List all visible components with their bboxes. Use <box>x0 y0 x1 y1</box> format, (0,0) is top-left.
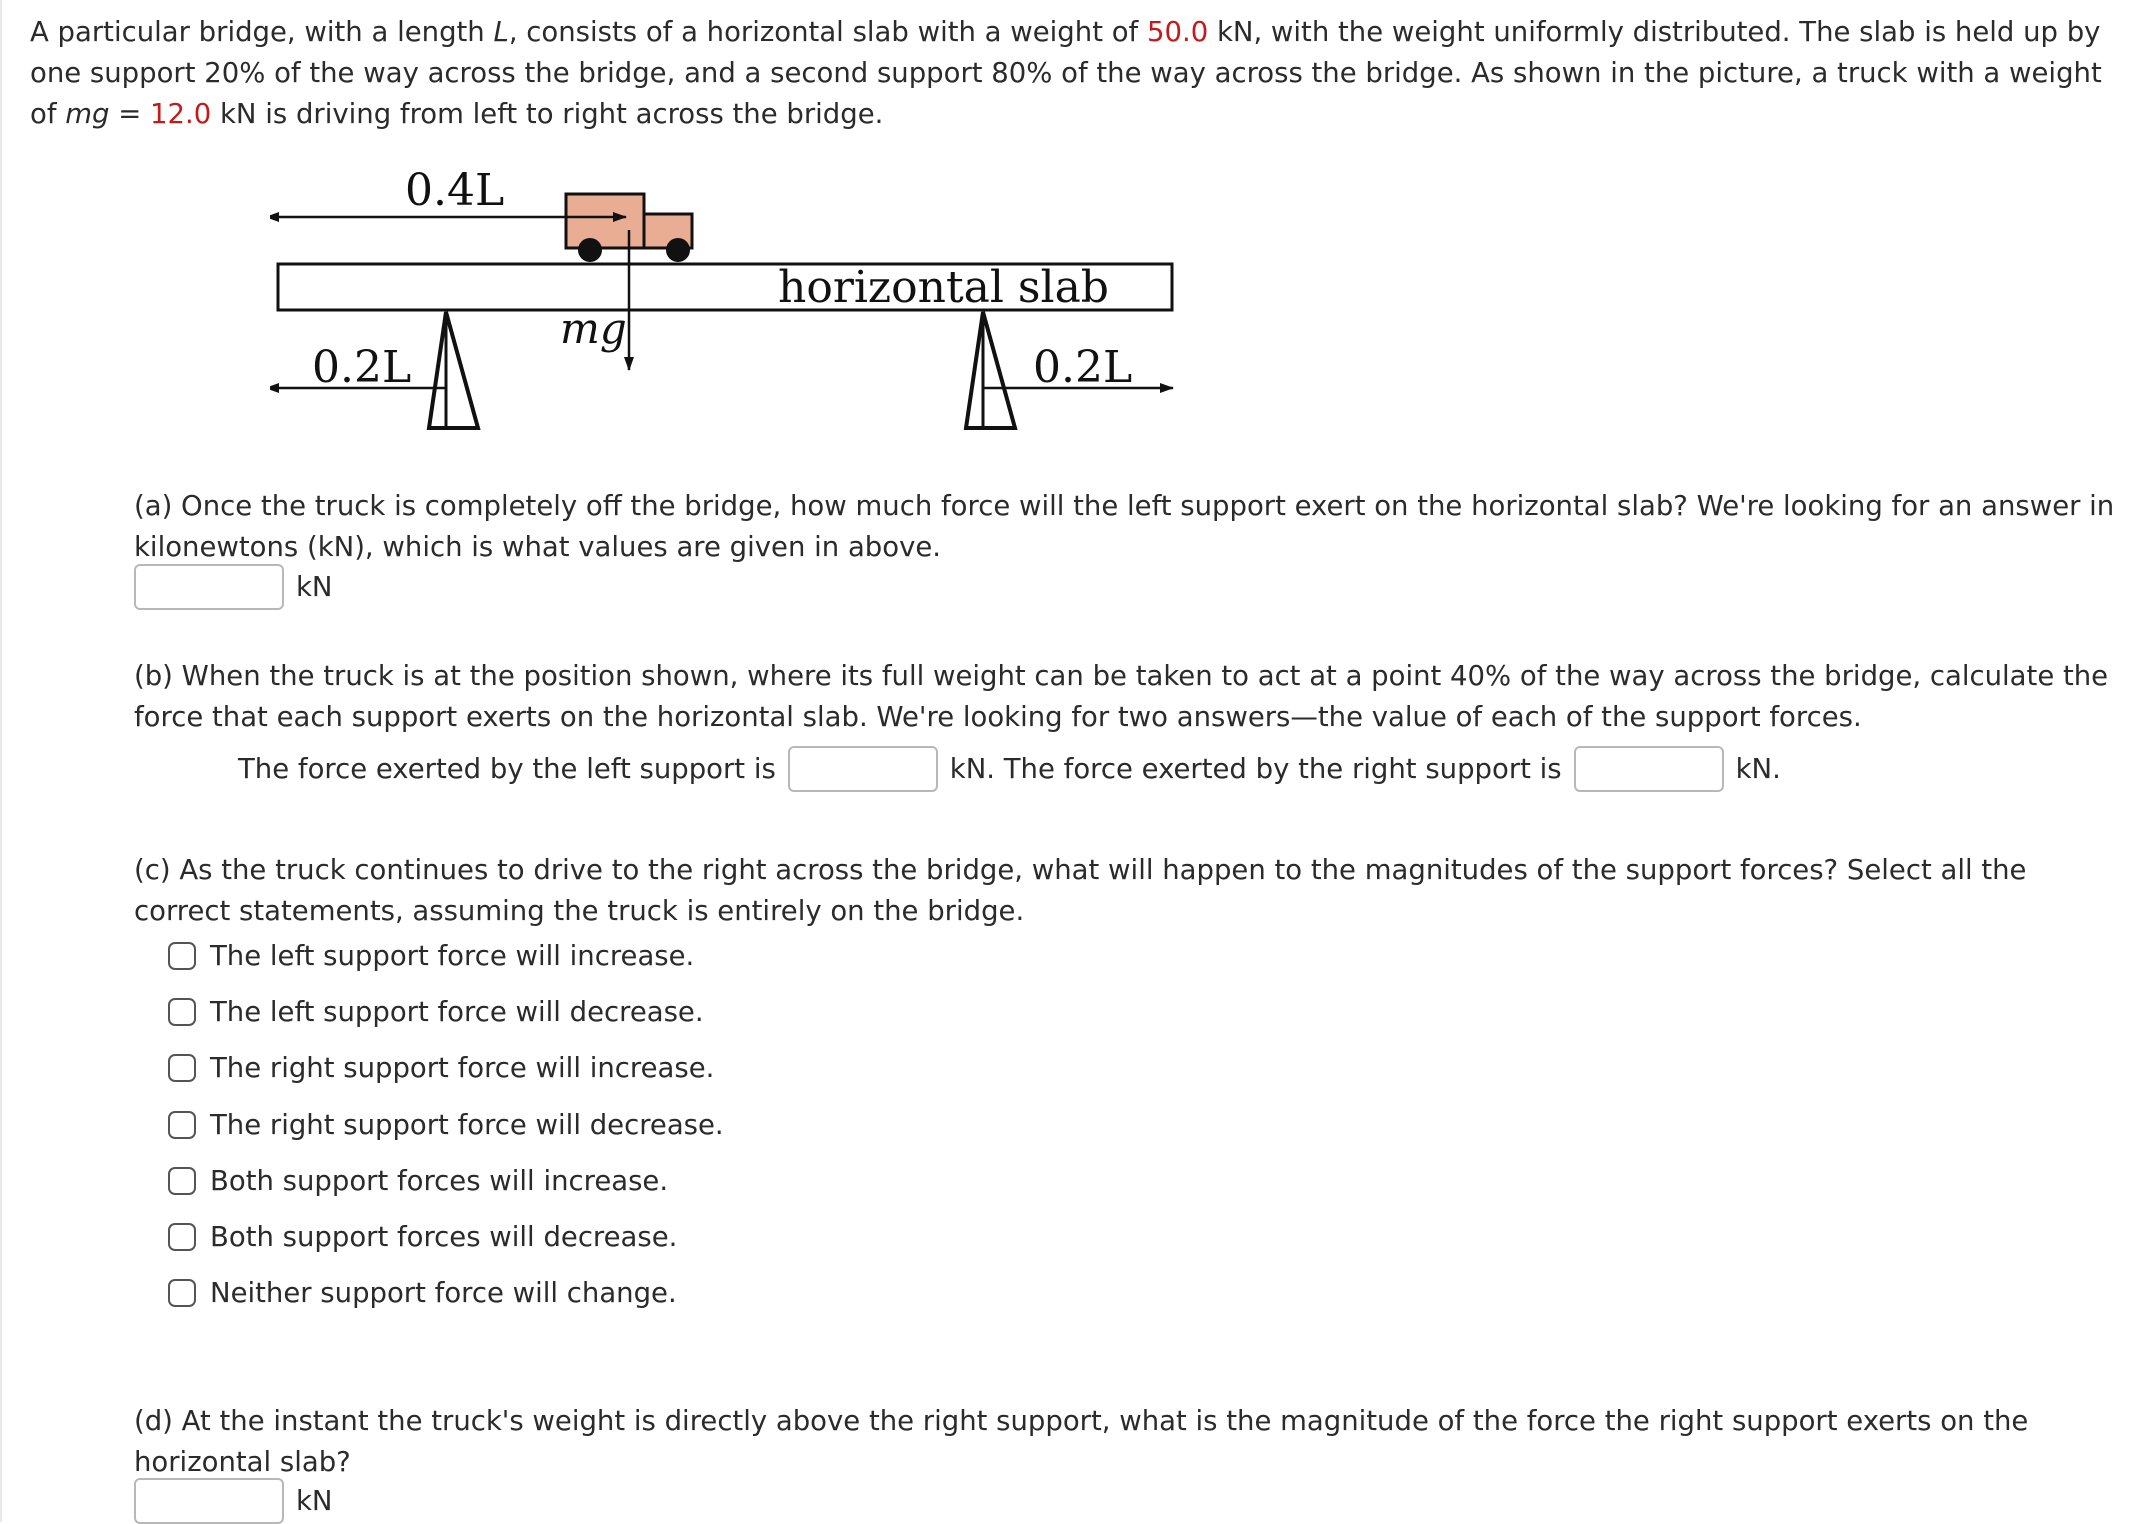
option-left-decrease[interactable] <box>168 984 724 1040</box>
checkbox[interactable] <box>168 942 196 970</box>
truck-weight-variable: mg <box>65 98 110 130</box>
option-label: The right support force will decrease. <box>210 1108 724 1141</box>
part-a-question: (a) Once the truck is completely off the bridge, how much force will the left support exert on the horizontal slab? We're looking for an answer in kilonewtons (kN), which is what values are given in above. <box>134 490 2115 563</box>
checkbox[interactable] <box>168 1167 196 1195</box>
part-c-question: (c) As the truck continues to drive to the right across the bridge, what will happen to the magnitudes of the support forces? Select all the correct statements, assuming the truck is entirely on the bridge. <box>134 854 2027 927</box>
option-label: Neither support force will change. <box>210 1277 677 1310</box>
checkbox[interactable] <box>168 1054 196 1082</box>
part-a-answer-input[interactable] <box>134 564 284 610</box>
slab-label: horizontal slab <box>778 262 1109 313</box>
part-a-answer-row <box>134 564 333 610</box>
equals-sign: = <box>109 98 151 130</box>
slab-weight-value: 50.0 <box>1146 16 1209 48</box>
bridge-diagram <box>270 160 1190 444</box>
intro-text-2: , consists of a horizontal slab with a weight of <box>508 16 1147 48</box>
truck-weight-value: 12.0 <box>150 98 212 130</box>
left-border <box>0 0 2 1522</box>
option-both-increase[interactable] <box>168 1153 724 1209</box>
part-b-end-text: kN. <box>1735 753 1781 785</box>
right-support <box>966 312 1015 428</box>
bridge-diagram-svg <box>270 160 1190 440</box>
option-label: Both support forces will increase. <box>210 1164 669 1197</box>
length-variable: L <box>493 16 509 48</box>
part-d-answer-row <box>134 1478 333 1524</box>
intro-text-1: A particular bridge, with a length <box>30 16 494 48</box>
part-c-options <box>168 928 724 1321</box>
option-both-decrease[interactable] <box>168 1209 724 1265</box>
checkbox[interactable] <box>168 1223 196 1251</box>
top-dimension-label: 0.4L <box>405 165 505 216</box>
checkbox[interactable] <box>168 1279 196 1307</box>
intro-text-3: kN, with the weight uniformly distributed. The slab is held up by one support 20% of the way across the bridge, and a second support 80% of the way across the bridge. As shown in the picture, a truck with a weight of <box>30 16 2102 130</box>
part-d-unit: kN <box>296 1485 333 1517</box>
checkbox[interactable] <box>168 1111 196 1139</box>
option-left-increase[interactable] <box>168 928 724 984</box>
option-label: Both support forces will decrease. <box>210 1221 678 1254</box>
option-label: The left support force will increase. <box>210 940 695 973</box>
part-b-question: (b) When the truck is at the position shown, where its full weight can be taken to act at a point 40% of the way across the bridge, calculate the force that each support exerts on the horizontal slab. We're looking for two answers—the value of each of the support forces. <box>134 660 2109 733</box>
part-d-question: (d) At the instant the truck's weight is directly above the right support, what is the magnitude of the force the right support exerts on the horizontal slab? <box>134 1405 2029 1478</box>
option-neither-change[interactable] <box>168 1265 724 1321</box>
option-label: The left support force will decrease. <box>210 996 704 1029</box>
checkbox[interactable] <box>168 998 196 1026</box>
part-d-answer-input[interactable] <box>134 1478 284 1524</box>
right-support-force-input[interactable] <box>1574 746 1724 792</box>
part-a-unit: kN <box>296 571 333 603</box>
left-dimension-label: 0.2L <box>312 342 412 393</box>
option-label: The right support force will increase. <box>210 1052 715 1085</box>
left-support <box>429 312 478 428</box>
left-support-force-input[interactable] <box>788 746 938 792</box>
problem-statement <box>30 12 2120 135</box>
intro-text-4: kN is driving from left to right across the bridge. <box>211 98 884 130</box>
right-dimension-label: 0.2L <box>1033 342 1133 393</box>
option-right-increase[interactable] <box>168 1040 724 1096</box>
part-b-mid-text: kN. The force exerted by the right support is <box>949 753 1562 785</box>
option-right-decrease[interactable] <box>168 1097 724 1153</box>
weight-label: mg <box>560 304 627 353</box>
part-b-left-prefix: The force exerted by the left support is <box>238 753 776 785</box>
part-b-answer-row <box>238 746 1781 792</box>
